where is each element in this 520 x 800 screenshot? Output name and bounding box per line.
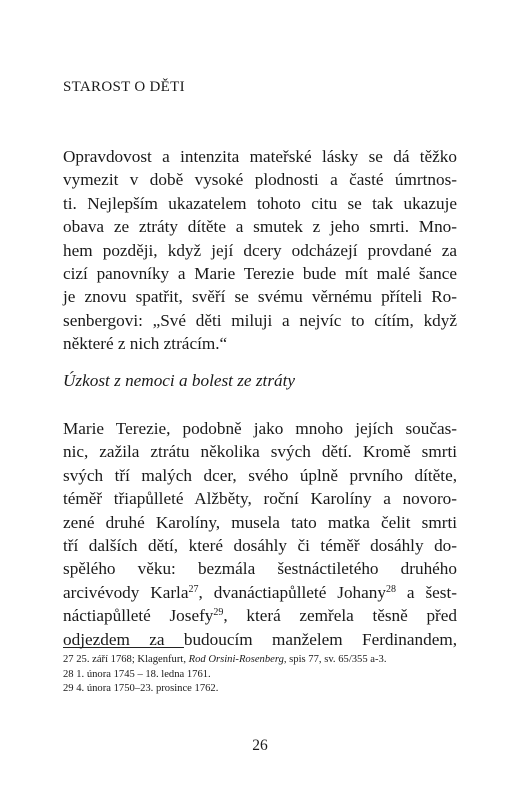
text-line-with-footnotes [63,581,457,604]
text-line: senbergovi: „Své děti miluji a nejvíc to cítím, když [63,310,457,330]
footnote-ref-29[interactable]: 29 [213,607,224,619]
text-fragment: , která zemřela těsně před [223,606,458,626]
paragraph-1 [63,145,457,356]
footnote-text: , spis 77, sv. 65/355 a-3. [283,654,387,665]
footnote-ref-27[interactable]: 27 [188,583,199,595]
text-line: Opravdovost a intenzita mateřské lásky se dá těžko [63,147,457,166]
text-line: hem později, když její dcery odcházejí provdané za [63,240,457,260]
footnote-text: 27 25. září 1768; Klagenfurt, [63,654,189,665]
text-line: vymezit v době vysoké plodnosti a časté úmrtnos- [63,170,457,190]
text-fragment: a šest- [395,582,457,602]
text-fragment: arcivévody Karla [63,582,189,602]
text-fragment: náctiapůlleté Josefy [63,606,214,626]
text-line: zené druhé Karolíny, musela tato matka čelit smrti [63,512,457,532]
text-line: některé z nich ztrácím.“ [63,334,228,354]
text-line: svých tří malých dcer, svého úplně prvního dítěte, [63,465,457,485]
text-line: téměř třiapůlleté Alžběty, roční Karolíny a novoro- [63,489,457,509]
text-line: odjezdem za budoucím manželem Ferdinandem, [63,629,457,649]
paragraph-2 [63,417,457,651]
text-line: obava ze ztráty dítěte a smutek z jeho smrti. Mno- [63,217,457,237]
text-line: ti. Nejlepším ukazatelem tohoto citu se tak ukazuje [63,193,457,213]
subsection-title: Úzkost z nemoci a bolest ze ztráty [63,371,296,390]
footnote-27 [63,653,463,668]
footnote-ref-28[interactable]: 28 [385,583,396,595]
footnotes [63,653,463,697]
text-line: tří dalších dětí, které dosáhly či téměř dosáhly do- [63,535,457,555]
page-number: 26 [252,737,268,754]
footnote-source-title: Rod Orsini-Rosenberg [188,654,284,665]
text-line: spělého věku: bezmála šestnáctiletého druhého [63,559,457,579]
section-title: STAROST O DĚTI [63,79,185,95]
footnote-28: 28 1. února 1745 – 18. ledna 1761. [63,668,211,680]
text-line: cizí panovníky a Marie Terezie bude mít malé šance [63,263,457,283]
footnote-separator [63,647,184,648]
text-line: je znovu spatřit, svěří se svému věrnému příteli Ro- [63,287,457,307]
footnote-29: 29 4. února 1750–23. prosince 1762. [63,683,219,695]
text-line: Marie Terezie, podobně jako mnoho jejích součas- [63,419,457,438]
text-line: nic, zažila ztrátu několika svých dětí. Kromě smrti [63,442,457,462]
text-line-with-footnotes [63,604,457,627]
text-fragment: , dvanáctiapůlleté Johany [198,582,386,602]
